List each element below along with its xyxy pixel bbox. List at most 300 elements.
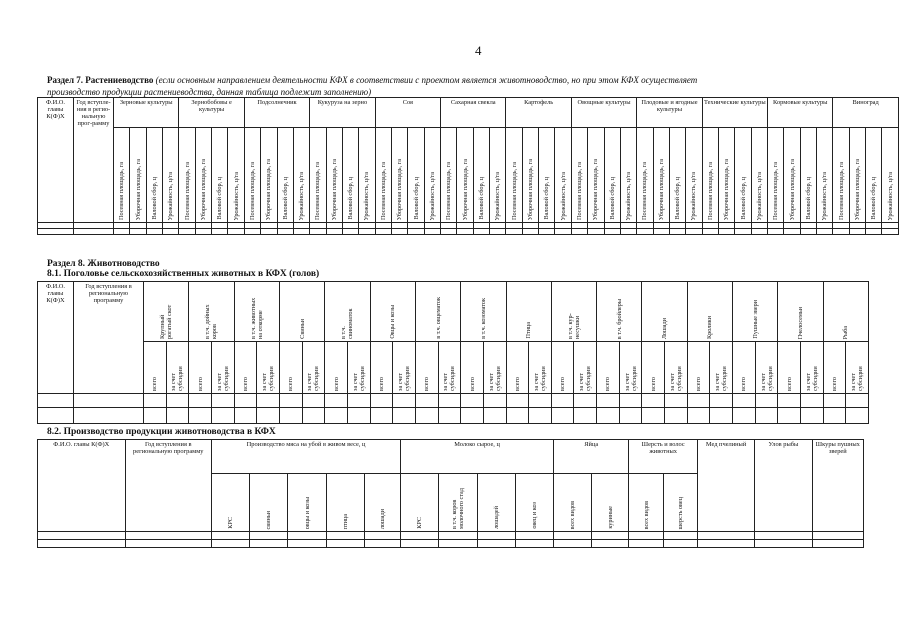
data-cell[interactable] [347,408,370,424]
data-cell[interactable] [697,540,754,548]
crop-subcolumn-header [784,128,800,223]
data-cell[interactable] [195,229,211,235]
data-cell[interactable] [506,229,522,235]
subsidy-subcolumn-header [211,342,234,394]
crop-subcolumn-header [326,128,342,223]
data-cell[interactable] [415,408,438,424]
crop-subcolumn-header [702,128,718,223]
eggs-subcolumn-header [592,474,629,532]
subsidy-label: за счет субсидии [668,366,683,391]
data-cell[interactable] [718,229,734,235]
crop-subcolumn-header [620,128,636,223]
animal-group-label: Овцы и козы [389,305,397,339]
data-cell[interactable] [755,408,778,424]
data-cell[interactable] [234,394,257,408]
crop-subcolumn-header [506,128,522,223]
animal-group-label: Крупный рогатый скот [159,304,174,339]
wool-group-header: Шерсть и волос животных [629,440,697,474]
subsidy-subcolumn-header [755,342,778,394]
data-cell[interactable] [866,229,882,235]
subsidy-label: за счет субсидии [351,366,366,391]
data-cell[interactable] [592,540,629,548]
data-cell[interactable] [179,229,195,235]
data-cell[interactable] [663,540,697,548]
crop-subcolumn-header [424,128,440,223]
data-cell[interactable] [212,229,228,235]
data-cell[interactable] [506,394,529,408]
subsidy-label: за счет субсидии [487,366,502,391]
data-cell[interactable] [325,394,348,408]
crop-group-header: Технические культуры [702,98,767,128]
subsidy-label: за счет субсидии [532,366,547,391]
crop-subcolumn-label: Посевная площадь, га [575,161,583,220]
data-cell[interactable] [642,394,665,408]
crop-subcolumn-header [604,128,620,223]
data-cell[interactable] [515,540,553,548]
data-cell[interactable] [461,408,484,424]
livestock-table [37,281,869,424]
data-cell[interactable] [551,408,574,424]
data-cell[interactable] [163,229,179,235]
data-cell[interactable] [522,229,538,235]
animal-group-header [597,282,642,342]
data-cell[interactable] [439,540,477,548]
data-cell[interactable] [375,229,391,235]
subsidy-subcolumn-header [483,342,506,394]
data-cell[interactable] [302,394,325,408]
crop-subcolumn-header [539,128,555,223]
crop-subcolumn-header [473,128,489,223]
data-cell[interactable] [755,540,812,548]
animal-group-header [687,282,732,342]
crop-subcolumn-label: Уборочная площадь, га [526,158,534,220]
data-cell[interactable] [189,408,212,424]
total-label: всего [649,377,657,391]
crop-group-header: Плодовые и ягодные культуры [637,98,702,128]
total-label: всего [695,377,703,391]
crop-subcolumn-label: Уборочная площадь, га [134,158,142,220]
data-cell[interactable] [882,229,898,235]
table-row [38,394,869,408]
data-cell[interactable] [768,229,784,235]
data-cell[interactable] [438,394,461,408]
crop-subcolumn-label: Урожайность, ц/га [167,171,175,220]
data-cell[interactable] [310,229,326,235]
subsidy-subcolumn-header [846,342,869,394]
total-label: всего [604,377,612,391]
crop-subcolumn-header [490,128,506,223]
data-cell[interactable] [592,532,629,540]
wool-subcolumn-label: всех видов [642,500,650,529]
data-cell[interactable] [801,394,824,408]
crop-subcolumn-header [179,128,195,223]
data-cell[interactable] [506,408,529,424]
data-cell[interactable] [438,408,461,424]
animal-group-header [234,282,279,342]
data-cell[interactable] [812,532,863,540]
total-label: всего [513,377,521,391]
animal-group-label: в т.ч. бройлеры [615,298,623,339]
data-cell[interactable] [326,540,364,548]
table-row [38,540,864,548]
crop-subcolumn-header [359,128,375,223]
crop-subcolumn-label: Валовой сбор, ц [477,177,485,220]
data-cell[interactable] [588,229,604,235]
data-cell[interactable] [393,394,416,408]
crop-subcolumn-label: Посевная площадь, га [314,161,322,220]
crop-subcolumn-header [588,128,604,223]
subsidy-label: за счет субсидии [578,366,593,391]
data-cell[interactable] [234,408,257,424]
data-cell[interactable] [250,532,288,540]
crop-group-header: Кормовые культуры [768,98,833,128]
crop-subcolumn-header [735,128,751,223]
crop-table [37,97,899,235]
crop-subcolumn-header [457,128,473,223]
data-cell[interactable] [288,532,326,540]
data-cell[interactable] [529,408,552,424]
subsidy-subcolumn-header [302,342,325,394]
crop-subcolumn-header [195,128,211,223]
data-cell[interactable] [288,540,326,548]
crop-subcolumn-label: Уборочная площадь, га [265,158,273,220]
data-cell[interactable] [710,394,733,408]
data-cell[interactable] [212,532,250,540]
data-cell[interactable] [784,229,800,235]
data-cell[interactable] [457,229,473,235]
crop-subcolumn-header [163,128,179,223]
data-cell[interactable] [686,229,702,235]
total-label: всего [287,377,295,391]
data-cell[interactable] [539,229,555,235]
milk-subcolumn-label: КРС [416,517,424,529]
data-cell[interactable] [424,229,440,235]
data-cell[interactable] [359,229,375,235]
data-cell[interactable] [326,229,342,235]
total-subcolumn-header [279,342,302,394]
data-cell[interactable] [144,408,167,424]
data-cell[interactable] [653,229,669,235]
data-cell[interactable] [555,229,571,235]
data-cell[interactable] [490,229,506,235]
data-cell[interactable] [801,408,824,424]
data-cell[interactable] [211,408,234,424]
crop-subcolumn-header [228,128,244,223]
animal-group-header [461,282,506,342]
data-cell[interactable] [846,408,869,424]
data-cell[interactable] [515,532,553,540]
milk-subcolumn-header [401,474,439,532]
data-cell[interactable] [342,229,358,235]
data-cell[interactable] [477,532,515,540]
data-cell[interactable] [629,540,663,548]
data-cell[interactable] [473,229,489,235]
data-cell[interactable] [710,408,733,424]
data-cell[interactable] [846,394,869,408]
subsidy-label: за счет субсидии [306,366,321,391]
data-cell[interactable] [74,229,114,235]
milk-subcolumn-header [515,474,553,532]
data-cell[interactable] [529,394,552,408]
eggs-subcolumn-label: всех видов [569,500,577,529]
data-cell[interactable] [669,229,685,235]
data-cell[interactable] [554,540,592,548]
meat-subcolumn-label: овцы и козы [303,496,311,529]
milk-subcolumn-header [477,474,515,532]
data-cell[interactable] [755,394,778,408]
data-cell[interactable] [812,540,863,548]
animal-group-label: Свиньи [298,319,306,339]
data-cell[interactable] [74,394,144,408]
subsidy-label: за счет субсидии [442,366,457,391]
crop-subcolumn-header [408,128,424,223]
total-subcolumn-header [551,342,574,394]
data-cell[interactable] [146,229,162,235]
crop-subcolumn-label: Посевная площадь, га [510,161,518,220]
data-cell[interactable] [38,532,126,540]
crop-subcolumn-label: Уборочная площадь, га [723,158,731,220]
crop-subcolumn-label: Уборочная площадь, га [199,158,207,220]
col-year-header: Год вступления в региональную программу [74,282,144,394]
total-subcolumn-header [597,342,620,394]
total-label: всего [196,377,204,391]
data-cell[interactable] [733,394,756,408]
data-cell[interactable] [817,229,833,235]
milk-subcolumn-label: в т.ч. коров молочного стад [450,488,465,529]
data-cell[interactable] [38,540,126,548]
milk-subcolumn-label: лошадей [492,506,500,529]
data-cell[interactable] [665,408,688,424]
subsidy-subcolumn-header [393,342,416,394]
crop-group-header: Сахарная свекла [441,98,506,128]
data-cell[interactable] [370,394,393,408]
data-cell[interactable] [441,229,457,235]
data-cell[interactable] [415,394,438,408]
crop-subcolumn-header [114,128,130,223]
data-cell[interactable] [574,408,597,424]
animal-group-label: в т.ч. кур-несушки [566,313,581,339]
crop-subcolumn-header [800,128,816,223]
crop-subcolumn-label: Валовой сбор, ц [412,177,420,220]
data-cell[interactable] [697,532,754,540]
data-cell[interactable] [74,408,144,424]
crop-subcolumn-label: Валовой сбор, ц [804,177,812,220]
crop-subcolumn-header [244,128,260,223]
crop-subcolumn-label: Урожайность, ц/га [690,171,698,220]
crop-subcolumn-label: Посевная площадь, га [772,161,780,220]
data-cell[interactable] [439,532,477,540]
animal-group-label: Лошади [661,317,669,339]
data-cell[interactable] [114,229,130,235]
data-cell[interactable] [364,540,400,548]
meat-subcolumn-label: лошади [379,508,386,529]
honey-header: Мед пчелиный [697,440,754,532]
animal-group-label: в т.ч. козоматок [479,298,487,339]
crop-subcolumn-label: Посевная площадь, га [379,161,387,220]
data-cell[interactable] [261,229,277,235]
total-subcolumn-header [461,342,484,394]
data-cell[interactable] [597,408,620,424]
data-cell[interactable] [391,229,407,235]
data-cell[interactable] [302,408,325,424]
section7-heading [47,75,697,86]
data-cell[interactable] [483,408,506,424]
data-cell[interactable] [364,532,400,540]
subsidy-label: за счет субсидии [261,366,276,391]
page-number: 4 [475,43,482,58]
data-cell[interactable] [702,229,718,235]
data-cell[interactable] [751,229,767,235]
data-cell[interactable] [477,540,515,548]
total-subcolumn-header [325,342,348,394]
crop-subcolumn-header [293,128,309,223]
total-subcolumn-header [234,342,257,394]
section8-title: Раздел 8. Животноводство [47,259,160,269]
section7-title: Раздел 7. Растениеводство [47,75,154,85]
data-cell[interactable] [401,532,439,540]
crop-subcolumn-label: Урожайность, ц/га [821,171,829,220]
data-cell[interactable] [597,394,620,408]
data-cell[interactable] [571,229,587,235]
crop-subcolumn-label: Валовой сбор, ц [347,177,355,220]
data-cell[interactable] [244,229,260,235]
animal-group-label: Кролики [706,316,714,339]
data-cell[interactable] [755,532,812,540]
crop-subcolumn-header [310,128,326,223]
subsidy-subcolumn-header [619,342,642,394]
crop-subcolumn-label: Уборочная площадь, га [592,158,600,220]
animal-group-header [189,282,234,342]
crop-subcolumn-label: Уборочная площадь, га [396,158,404,220]
data-cell[interactable] [393,408,416,424]
data-cell[interactable] [257,408,280,424]
data-cell[interactable] [166,394,189,408]
data-cell[interactable] [833,229,849,235]
data-cell[interactable] [629,532,663,540]
data-cell[interactable] [823,394,846,408]
animal-group-header [506,282,551,342]
data-cell[interactable] [211,394,234,408]
total-label: всего [468,377,476,391]
crop-subcolumn-header [342,128,358,223]
data-cell[interactable] [408,229,424,235]
crop-subcolumn-label: Урожайность, ц/га [559,171,567,220]
crop-group-header: Кукуруза на зерно [310,98,375,128]
data-cell[interactable] [642,408,665,424]
subsidy-subcolumn-header [347,342,370,394]
col-fio-header: Ф.И.О. главы К(Ф)Х [38,282,74,394]
crop-subcolumn-label: Урожайность, ц/га [232,171,240,220]
crop-subcolumn-label: Посевная площадь, га [641,161,649,220]
animal-group-label: Пушные звери [751,300,759,339]
data-cell[interactable] [665,394,688,408]
data-cell[interactable] [551,394,574,408]
data-cell[interactable] [189,394,212,408]
data-cell[interactable] [823,408,846,424]
data-cell[interactable] [687,408,710,424]
crop-subcolumn-header [555,128,571,223]
animal-group-header [642,282,687,342]
data-cell[interactable] [130,229,146,235]
data-cell[interactable] [257,394,280,408]
data-cell[interactable] [144,394,167,408]
subsidy-subcolumn-header [665,342,688,394]
data-cell[interactable] [38,408,74,424]
total-subcolumn-header [642,342,665,394]
subsidy-label: за счет субсидии [623,366,638,391]
data-cell[interactable] [687,394,710,408]
data-cell[interactable] [800,229,816,235]
data-cell[interactable] [401,540,439,548]
data-cell[interactable] [125,532,212,540]
crop-subcolumn-label: Валовой сбор, ц [281,177,289,220]
crop-subcolumn-header [441,128,457,223]
data-cell[interactable] [347,394,370,408]
data-cell[interactable] [212,540,250,548]
data-cell[interactable] [293,229,309,235]
animal-group-header [144,282,189,342]
data-cell[interactable] [619,394,642,408]
crop-subcolumn-label: Урожайность, ц/га [428,171,436,220]
animal-group-label: Пчелосемьи [797,306,805,339]
data-cell[interactable] [279,408,302,424]
data-cell[interactable] [38,229,74,235]
section7-note-line2: производство продукции растениеводства, данная таблица подлежит заполнению) [47,87,372,97]
data-cell[interactable] [604,229,620,235]
data-cell[interactable] [279,394,302,408]
section7-note-line1: (если основным направлением деятельности КФХ в соответствии с проектом является животноводство, но при этом КФХ осуществляет [155,75,698,85]
data-cell[interactable] [483,394,506,408]
data-cell[interactable] [663,532,697,540]
col-fio-header: Ф.И.О. главы К(Ф)Х [38,440,126,532]
total-label: всего [785,377,793,391]
data-cell[interactable] [228,229,244,235]
data-cell[interactable] [125,540,212,548]
data-cell[interactable] [574,394,597,408]
data-cell[interactable] [620,229,636,235]
animal-group-header [733,282,778,342]
data-cell[interactable] [166,408,189,424]
crop-subcolumn-label: Уборочная площадь, га [330,158,338,220]
data-cell[interactable] [326,532,364,540]
data-cell[interactable] [619,408,642,424]
crop-subcolumn-header [146,128,162,223]
data-cell[interactable] [250,540,288,548]
crop-subcolumn-label: Валовой сбор, ц [674,177,682,220]
data-cell[interactable] [849,229,865,235]
data-cell[interactable] [325,408,348,424]
data-cell[interactable] [38,394,74,408]
data-cell[interactable] [778,408,801,424]
data-cell[interactable] [733,408,756,424]
crop-subcolumn-header [391,128,407,223]
crop-subcolumn-label: Валовой сбор, ц [150,177,158,220]
data-cell[interactable] [778,394,801,408]
animal-group-label: в т.ч. овцематок [434,297,442,339]
crop-subcolumn-header [653,128,669,223]
data-cell[interactable] [277,229,293,235]
total-label: всего [332,377,340,391]
data-cell[interactable] [735,229,751,235]
data-cell[interactable] [637,229,653,235]
eggs-subcolumn-label: куриные [606,506,614,529]
crop-subcolumn-header [882,128,898,223]
subsidy-subcolumn-header [710,342,733,394]
data-cell[interactable] [461,394,484,408]
data-cell[interactable] [370,408,393,424]
crop-subcolumn-header [833,128,849,223]
data-cell[interactable] [554,532,592,540]
